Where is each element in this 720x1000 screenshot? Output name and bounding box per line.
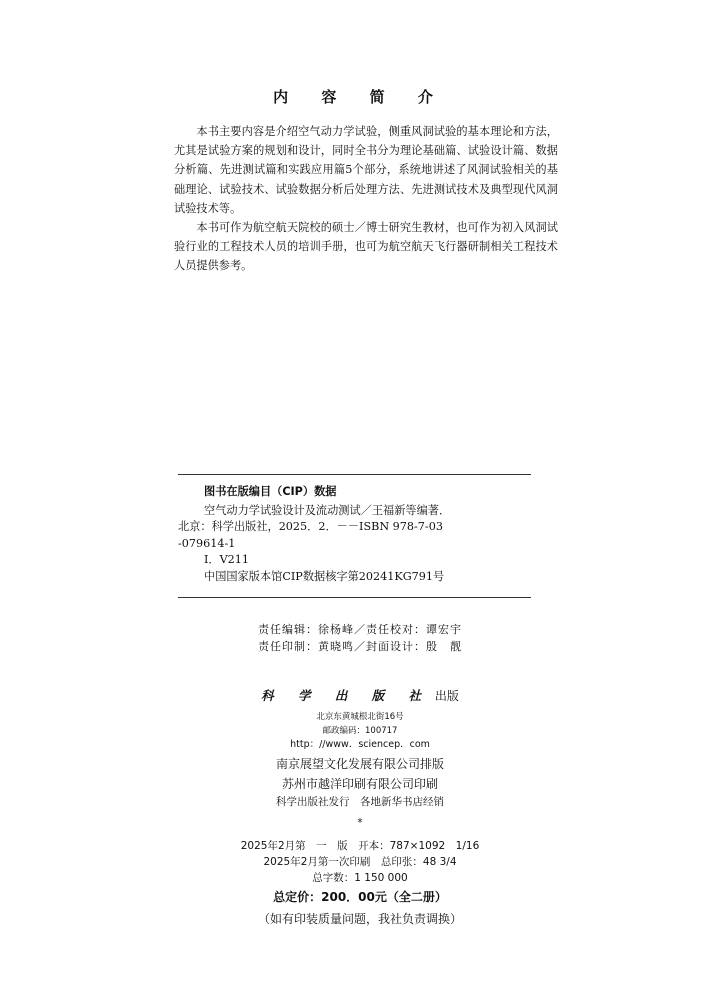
cip-line-publisher: 北京：科学出版社，2025．2．－－ISBN 978-7-03 [178, 520, 443, 534]
page-title: 内 容 简 介 [273, 88, 447, 106]
publisher-logo: 科 学 出 版 社 [261, 688, 432, 703]
cip-heading: 图书在版编目（CIP）数据 [204, 485, 337, 498]
distribution-line: 科学出版社发行 各地新华书店经销 [276, 796, 444, 808]
printing-line: 2025年2月第一次印刷 总印张：48 3/4 [263, 856, 457, 868]
publisher-suffix: 出版 [434, 689, 459, 703]
staff-line-editor: 责任编辑：徐杨峰／责任校对：谭宏宇 [258, 623, 462, 636]
staff-line-printing: 责任印制：黄晓鸣／封面设计：殷 靓 [258, 640, 462, 653]
cip-line-isbn: -079614-1 [178, 536, 236, 550]
price-line: 总定价：200．00元（全二册） [273, 890, 447, 904]
cip-block [178, 484, 531, 586]
edition-line: 2025年2月第 一 版 开本：787×1092 1/16 [240, 840, 480, 852]
cip-line-classification: Ⅰ．V211 [204, 553, 250, 567]
publisher-block [0, 686, 720, 704]
publisher-address: 北京东黄城根北街16号 [316, 712, 404, 722]
publisher-contact [0, 710, 720, 752]
cip-line-cip-number: 中国国家版本馆CIP数据核字第20241KG791号 [204, 569, 445, 583]
cip-top-rule [178, 474, 531, 475]
separator-star: * [357, 817, 363, 829]
intro-paragraph-1: 本书主要内容是介绍空气动力学试验，侧重风洞试验的基本理论和方法，尤其是试验方案的规划和设计，同时全书分为理论基础篇、试验设计篇、数据分析篇、先进测试篇和实践应用篇5个部分，系统地讲述了风洞试验相关的基础理论、试验技术、试验数据分析后处理方法、先进测试技术及典型现代风洞试验技术等。 [174, 125, 558, 215]
publisher-postcode: 邮政编码：100717 [322, 726, 398, 736]
cip-line-title: 空气动力学试验设计及流动测试／王福新等编著． [204, 503, 451, 517]
typesetter-line: 南京展望文化发展有限公司排版 [275, 757, 444, 771]
print-credits [0, 754, 720, 794]
publisher-url: http：//www．sciencep．com [290, 739, 430, 750]
intro-paragraph-2: 本书可作为航空航天院校的硕士／博士研究生教材，也可作为初入风洞试验行业的工程技术人员的培训手册，也可为航空航天飞行器研制相关工程技术人员提供参考。 [174, 221, 558, 273]
edition-info [0, 838, 720, 886]
wordcount-line: 总字数：1 150 000 [312, 872, 408, 884]
printer-line: 苏州市越洋印刷有限公司印刷 [281, 777, 438, 791]
intro-text [174, 122, 558, 276]
quality-notice: （如有印装质量问题，我社负责调换） [257, 912, 462, 926]
cip-bottom-rule [178, 597, 531, 598]
staff-credits [0, 621, 720, 655]
